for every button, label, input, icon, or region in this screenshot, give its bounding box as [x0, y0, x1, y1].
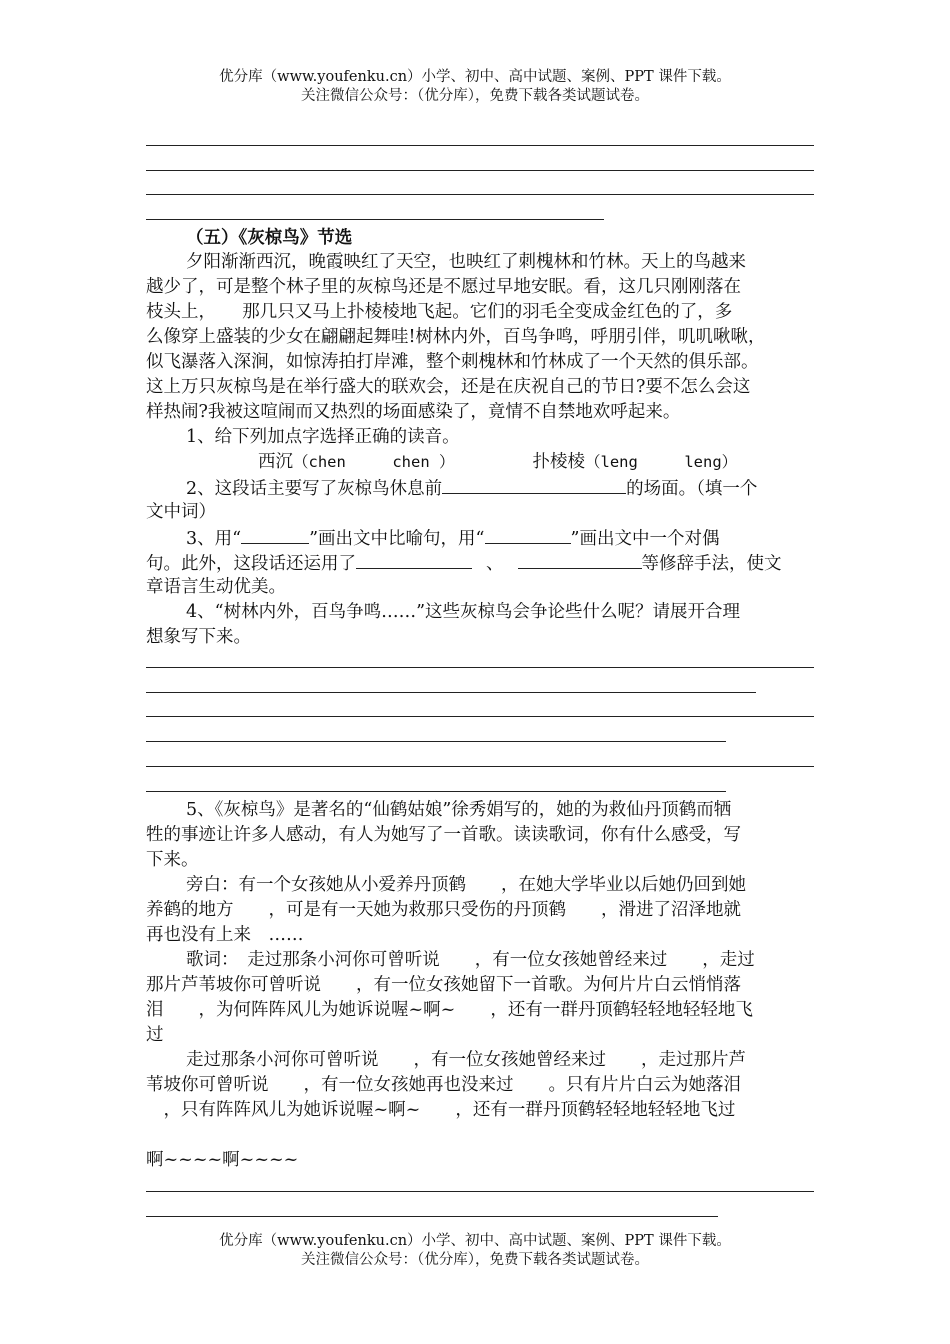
answer-line[interactable] [146, 219, 604, 220]
question-5: 5、《灰椋鸟》是著名的“仙鹤姑娘”徐秀娟写的，她的为救仙丹顶鹤而牺 [186, 800, 732, 820]
answer-line[interactable] [146, 194, 814, 195]
lyrics-line: 歌词： 走过那条小河你可曾听说 ，有一位女孩她曾经来过 ，走过 [186, 950, 755, 970]
question-5-line: 牲的事迹让许多人感动，有人为她写了一首歌。读读歌词，你有什么感受，写 [146, 825, 741, 845]
answer-line[interactable] [146, 1191, 814, 1192]
q1-word-a: 西沉 [258, 452, 293, 472]
q3-blank-parallel[interactable] [485, 525, 571, 544]
q3-line2-post: 等修辞手法，使文 [641, 554, 782, 574]
q3-separator: 、 [486, 554, 504, 574]
question-4: 4、“树林内外，百鸟争鸣……”这些灰椋鸟会争论些什么呢？请展开合理 [186, 602, 741, 622]
q3-text-pre: 3、用“ [186, 529, 242, 549]
q2-text-pre: 2、这段话主要写了灰椋鸟休息前 [186, 479, 443, 499]
question-2-cont: 文中词） [146, 502, 216, 522]
answer-line[interactable] [146, 766, 814, 767]
q1-word-b: 扑棱棱 [532, 452, 585, 472]
q2-text-post: 的场面。（填一个 [626, 479, 758, 499]
lyrics-line: 那片芦苇坡你可曾听说 ，有一位女孩她留下一首歌。为何片片白云悄悄落 [146, 975, 741, 995]
q3-line2-pre: 句。此外，这段话还运用了 [146, 554, 356, 574]
answer-line[interactable] [146, 791, 726, 792]
q3-blank-simile[interactable] [241, 525, 309, 544]
passage-line: 枝头上， 那几只又马上扑棱棱地飞起。它们的羽毛全变成金红色的了，多 [146, 302, 733, 322]
q2-answer-blank[interactable] [442, 475, 626, 494]
section-title: （五）《灰椋鸟》节选 [186, 228, 353, 248]
lyrics-ending: 啊~~~~啊~~~~ [146, 1150, 299, 1170]
lyrics-line: 过 [146, 1025, 164, 1045]
lyrics-line: ，只有阵阵风儿为她诉说喔~啊~ ，还有一群丹顶鹤轻轻地轻轻地飞过 [146, 1100, 736, 1120]
footer-line-1: 优分库（www.youfenku.cn）小学、初中、高中试题、案例、PPT 课件下载。 [219, 1233, 731, 1249]
narration-line: 再也没有上来 …… [146, 925, 304, 945]
answer-line[interactable] [146, 145, 814, 146]
q1-options-b[interactable]: （leng leng） [585, 453, 738, 471]
question-1-options [258, 450, 818, 475]
q3-blank-rhetoric-1[interactable] [356, 550, 472, 569]
answer-line[interactable] [146, 741, 726, 742]
passage-line: 似飞瀑落入深涧，如惊涛拍打岸滩，整个刺槐林和竹林成了一个天然的俱乐部。 [146, 352, 759, 372]
passage-line: 越少了，可是整个林子里的灰椋鸟还是不愿过早地安眠。看，这几只刚刚落在 [146, 277, 741, 297]
header-line-2: 关注微信公众号：（优分库），免费下载各类试题试卷。 [301, 88, 649, 104]
answer-line[interactable] [146, 667, 814, 668]
question-3 [186, 525, 854, 552]
question-4-cont: 想象写下来。 [146, 627, 251, 647]
answer-line[interactable] [146, 1216, 718, 1217]
question-1: 1、给下列加点字选择正确的读音。 [186, 427, 460, 447]
q3-text-mid: ”画出文中比喻句，用“ [309, 529, 485, 549]
passage-line: 这上万只灰椋鸟是在举行盛大的联欢会，还是在庆祝自己的节日?要不怎么会这 [146, 377, 751, 397]
question-2 [186, 475, 854, 502]
q3-text-post: ”画出文中一个对偶 [570, 529, 720, 549]
question-5-line: 下来。 [146, 850, 199, 870]
answer-line[interactable] [146, 692, 756, 693]
header-line-1: 优分库（www.youfenku.cn）小学、初中、高中试题、案例、PPT 课件下载。 [219, 69, 731, 85]
question-3-line-3: 章语言生动优美。 [146, 577, 286, 597]
narration-line: 旁白：有一个女孩她从小爱养丹顶鹤 ，在她大学毕业以后她仍回到她 [186, 875, 746, 895]
question-3-line-2 [146, 550, 814, 577]
answer-line[interactable] [146, 170, 814, 171]
footer-line-2: 关注微信公众号：（优分库），免费下载各类试题试卷。 [301, 1252, 649, 1268]
q3-blank-rhetoric-2[interactable] [518, 550, 642, 569]
page-header [0, 68, 950, 106]
passage-line: 样热闹?我被这喧闹而又热烈的场面感染了，竟情不自禁地欢呼起来。 [146, 402, 681, 422]
q1-options-a[interactable]: （chen chen ） [293, 453, 455, 471]
passage-line: 么像穿上盛装的少女在翩翩起舞哇!树林内外，百鸟争鸣，呼朋引伴，叽叽啾啾， [146, 327, 766, 347]
lyrics-line: 苇坡你可曾听说 ，有一位女孩她再也没来过 。只有片片白云为她落泪 [146, 1075, 741, 1095]
lyrics-line: 泪 ，为何阵阵风儿为她诉说喔~啊~ ，还有一群丹顶鹤轻轻地轻轻地飞 [146, 1000, 753, 1020]
passage-line: 夕阳渐渐西沉，晚霞映红了天空，也映红了刺槐林和竹林。天上的鸟越来 [186, 252, 746, 272]
narration-line: 养鹤的地方 ，可是有一天她为救那只受伤的丹顶鹤 ，滑进了沼泽地就 [146, 900, 741, 920]
page-footer [0, 1232, 950, 1270]
answer-line[interactable] [146, 716, 814, 717]
lyrics-line: 走过那条小河你可曾听说 ，有一位女孩她曾经来过 ，走过那片芦 [186, 1050, 746, 1070]
